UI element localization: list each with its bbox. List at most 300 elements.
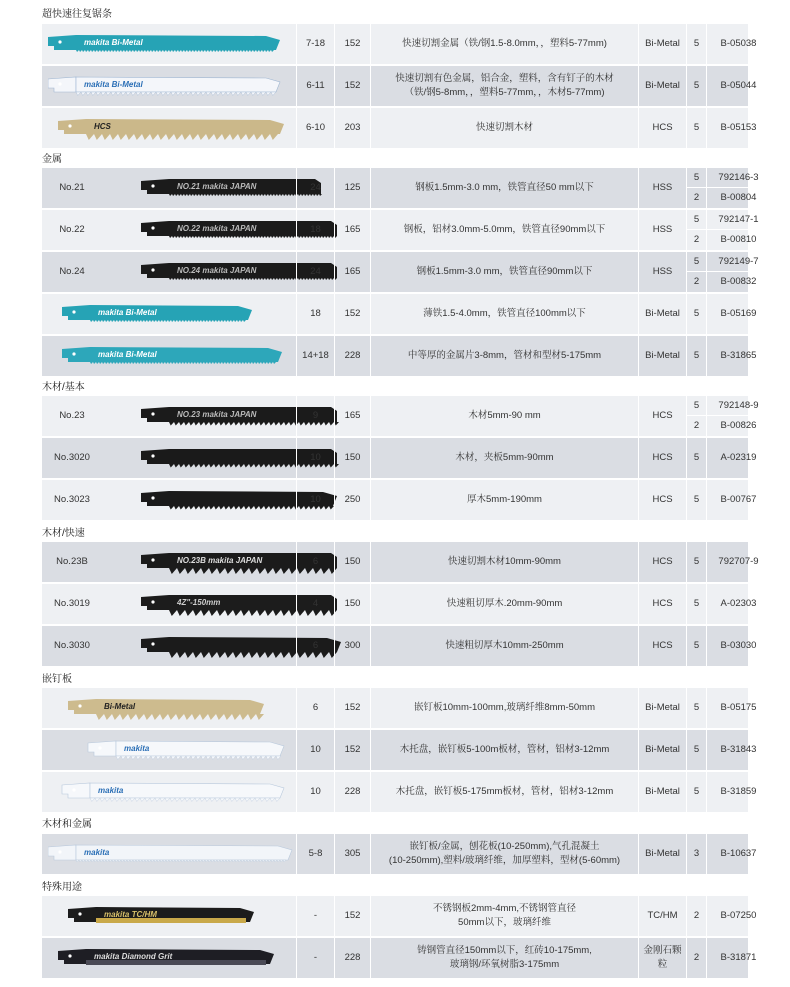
material-cell-text: Bi-Metal: [645, 38, 680, 49]
material-cell-text: HSS: [652, 224, 673, 235]
length-cell-text: 165: [344, 410, 361, 421]
product-code: B-31865: [720, 350, 757, 361]
description-cell: [370, 108, 638, 148]
length-cell: [334, 24, 370, 64]
saw-blade-image: [48, 836, 298, 872]
blade-shank: [88, 741, 116, 756]
tpi-cell-text: 10: [310, 452, 321, 463]
length-cell-text: 300: [344, 640, 361, 651]
code-cell: [706, 772, 770, 812]
quantity-value: 5: [693, 640, 700, 651]
material-cell-text: HCS: [652, 410, 673, 421]
quantity-value: 5: [693, 556, 700, 567]
blade-cell: [42, 772, 296, 812]
length-cell-text: 203: [344, 122, 361, 133]
material-cell: [638, 480, 686, 520]
blade-cell: [42, 24, 296, 64]
blade-hole: [72, 310, 75, 313]
description-cell: [370, 626, 638, 666]
blade-body: [86, 119, 284, 134]
quantity-cell: [686, 24, 706, 64]
table-row: [42, 252, 759, 292]
blade-print-label: makita: [84, 848, 110, 857]
description-cell-text: 快速切割木材10mm-90mm: [448, 556, 561, 567]
quantity-cell: [686, 834, 706, 874]
blade-teeth: [76, 50, 274, 52]
quantity-cell: [686, 168, 706, 208]
table-row: [42, 336, 757, 376]
quantity-value: 2: [693, 276, 700, 287]
quantity-value: 2: [693, 420, 700, 431]
code-cell: [706, 626, 770, 666]
tpi-cell: [296, 66, 334, 106]
quantity-cell: [686, 252, 706, 292]
product-code: B-00826: [720, 420, 757, 431]
quantity-cell: [686, 438, 706, 478]
description-cell: [370, 168, 638, 208]
material-cell: [638, 834, 686, 874]
material-cell-text: HSS: [652, 266, 673, 277]
description-cell: [370, 688, 638, 728]
blade-hole: [151, 496, 154, 499]
length-cell-text: 152: [344, 308, 361, 319]
product-code: B-10637: [720, 848, 757, 859]
blade-cell: [42, 542, 296, 582]
code-cell: [706, 480, 770, 520]
blade-print-label: makita Bi-Metal: [98, 308, 157, 317]
material-cell: [638, 938, 686, 978]
blade-shank: [62, 305, 90, 320]
quantity-value: 5: [693, 598, 700, 609]
blade-hole: [68, 954, 71, 957]
table-row: [42, 438, 757, 478]
code-cell: [706, 396, 770, 436]
quantity-cell: [686, 294, 706, 334]
blade-cell: [42, 584, 296, 624]
quantity-value: 5: [687, 168, 706, 188]
length-cell: [334, 834, 370, 874]
section-title-metal: 金属: [42, 154, 62, 165]
blade-print-label: NO.21 makita JAPAN: [177, 182, 257, 191]
description-cell-text: 木托盘，嵌钉板5-175mm板材，管材，铝材3-12mm: [395, 786, 614, 797]
product-code: B-31843: [720, 744, 757, 755]
length-cell: [334, 626, 370, 666]
tpi-cell-text: 6: [312, 556, 319, 567]
blade-cell: [42, 294, 296, 334]
blade-hole: [151, 642, 154, 645]
code-cell: [706, 294, 770, 334]
quantity-cell: [686, 108, 706, 148]
length-cell: [334, 252, 370, 292]
product-code: 792149-7: [707, 252, 770, 272]
description-cell: [370, 210, 638, 250]
tpi-cell: [296, 584, 334, 624]
saw-blade-image: [48, 110, 298, 146]
blade-shank: [48, 35, 76, 50]
blade-cell: [42, 396, 296, 436]
description-cell-text: 嵌钉板/金属，刨花板(10-250mm),气孔混凝土 (10-250mm),塑料/玻璃纤维，加厚塑料，型材(5-60mm): [388, 841, 621, 866]
tpi-cell: [296, 438, 334, 478]
product-code: B-00767: [720, 494, 757, 505]
tpi-cell-text: 18: [310, 308, 321, 319]
table-row: [42, 688, 757, 728]
material-cell: [638, 168, 686, 208]
table-row: [42, 294, 757, 334]
tpi-cell-text: 24: [310, 182, 321, 193]
blade-teeth: [116, 756, 281, 760]
product-code: 792147-1: [707, 210, 770, 230]
tpi-cell: [296, 294, 334, 334]
code-cell: [706, 834, 770, 874]
product-code: A-02303: [720, 598, 757, 609]
product-code: A-02319: [720, 452, 757, 463]
quantity-value: 5: [693, 786, 700, 797]
blade-shank: [48, 77, 76, 92]
description-cell-text: 钢板1.5mm-3.0 mm，铁管直径90mm以下: [416, 266, 593, 277]
table-row: [42, 24, 757, 64]
table-row: [42, 730, 757, 770]
quantity-cell: [686, 584, 706, 624]
material-cell-text: HCS: [652, 452, 673, 463]
product-code: B-00832: [720, 276, 757, 287]
quantity-value: 2: [693, 192, 700, 203]
description-cell: [370, 730, 638, 770]
description-cell-text: 木托盘，嵌钉板5-100m板材，管材，铝材3-12mm: [399, 744, 610, 755]
tpi-cell: [296, 480, 334, 520]
description-cell-text: 钢板，铝材3.0mm-5.0mm，铁管直径90mm以下: [403, 224, 606, 235]
blade-shank: [141, 553, 169, 568]
quantity-value: 5: [693, 350, 700, 361]
blade-hole: [58, 850, 61, 853]
blade-cell: [42, 896, 296, 936]
tpi-cell: [296, 626, 334, 666]
material-cell-text: Bi-Metal: [645, 80, 680, 91]
code-cell: [706, 252, 770, 292]
saw-blade-image: [48, 690, 298, 726]
code-cell: [706, 584, 770, 624]
blade-shank: [141, 449, 169, 464]
quantity-value: 5: [687, 210, 706, 230]
table-row: [42, 66, 757, 106]
description-cell: [370, 480, 638, 520]
length-cell: [334, 688, 370, 728]
quantity-cell: [686, 896, 706, 936]
length-cell: [334, 108, 370, 148]
model-number: No.3023: [54, 494, 90, 505]
quantity-cell: [686, 542, 706, 582]
description-cell: [370, 542, 638, 582]
tpi-cell: [296, 210, 334, 250]
length-cell-text: 152: [344, 38, 361, 49]
material-cell-text: HSS: [652, 182, 673, 193]
product-code: B-07250: [720, 910, 757, 921]
material-cell-text: 金刚石颗粒: [643, 945, 682, 970]
blade-print-label: NO.24 makita JAPAN: [177, 266, 257, 275]
description-cell-text: 快速粗切厚木10mm-250mm: [445, 640, 564, 651]
quantity-value: 5: [693, 744, 700, 755]
length-cell: [334, 542, 370, 582]
saw-blade-image: [48, 26, 298, 62]
blade-cell: [42, 66, 296, 106]
length-cell-text: 228: [344, 786, 361, 797]
table-row: [42, 108, 757, 148]
tpi-cell-text: 14+18: [302, 350, 329, 361]
table-row: [42, 772, 757, 812]
table-row: [42, 480, 757, 520]
material-cell: [638, 584, 686, 624]
blade-cell: [42, 480, 296, 520]
quantity-value: 5: [687, 252, 706, 272]
material-cell: [638, 396, 686, 436]
material-cell-text: HCS: [652, 598, 673, 609]
code-cell: [706, 108, 770, 148]
length-cell: [334, 480, 370, 520]
model-number: No.3030: [54, 640, 90, 651]
quantity-cell: [686, 772, 706, 812]
quantity-value: 5: [687, 396, 706, 416]
code-cell: [706, 210, 770, 250]
length-cell-text: 150: [344, 556, 361, 567]
tpi-cell: [296, 24, 334, 64]
description-cell-text: 钢板1.5mm-3.0 mm，铁管直径50 mm以下: [415, 182, 594, 193]
length-cell: [334, 584, 370, 624]
description-cell-text: 快速切割有色金属，铝合金，塑料，含有钉子的木材 （铁/钢5-8mm，，塑料5-77mm，，木材5-77mm): [395, 73, 614, 98]
blade-teeth: [86, 134, 278, 140]
tpi-cell: [296, 938, 334, 978]
quantity-cell: [686, 480, 706, 520]
material-cell: [638, 438, 686, 478]
blade-print-label: NO.23 makita JAPAN: [177, 410, 257, 419]
blade-shank: [48, 845, 76, 860]
description-cell-text: 木材5mm-90 mm: [468, 410, 541, 421]
tpi-cell-text: 6: [312, 702, 319, 713]
blade-shank: [68, 907, 96, 922]
blade-hole: [78, 912, 81, 915]
blade-hole: [78, 704, 81, 707]
material-cell-text: HCS: [652, 494, 673, 505]
blade-hole: [151, 268, 154, 271]
blade-cell: [42, 210, 296, 250]
quantity-value: 2: [693, 234, 700, 245]
blade-hole: [151, 454, 154, 457]
description-cell-text: 快速切割木材: [475, 122, 533, 133]
quantity-value: 2: [693, 952, 700, 963]
length-cell: [334, 896, 370, 936]
blade-shank: [62, 783, 90, 798]
blade-cell: [42, 252, 296, 292]
blade-hole: [151, 412, 154, 415]
product-code: B-00804: [720, 192, 757, 203]
tpi-cell-text: 6: [312, 640, 319, 651]
blade-shank: [141, 491, 169, 506]
blade-shank: [141, 595, 169, 610]
product-code: B-05169: [720, 308, 757, 319]
material-cell: [638, 24, 686, 64]
saw-blade-image: [48, 338, 298, 374]
product-code: 792148-9: [707, 396, 770, 416]
blade-hole: [58, 40, 61, 43]
description-cell: [370, 438, 638, 478]
blade-teeth: [76, 860, 286, 862]
product-code: 792146-3: [707, 168, 770, 188]
material-cell: [638, 66, 686, 106]
code-cell: [706, 938, 770, 978]
blade-teeth: [90, 362, 276, 364]
material-cell: [638, 108, 686, 148]
tpi-cell-text: 18: [310, 224, 321, 235]
blade-cell: [42, 336, 296, 376]
material-cell: [638, 252, 686, 292]
product-code: 792707-9: [718, 556, 759, 567]
length-cell: [334, 210, 370, 250]
description-cell: [370, 252, 638, 292]
description-cell: [370, 896, 638, 936]
description-cell-text: 不锈钢板2mm-4mm,不锈钢管直径 50mm以下，玻璃纤维: [432, 903, 577, 928]
blade-print-label: NO.22 makita JAPAN: [177, 224, 257, 233]
blade-hole: [68, 124, 71, 127]
blade-shank: [141, 407, 169, 422]
description-cell-text: 厚木5mm-190mm: [467, 494, 542, 505]
length-cell-text: 152: [344, 702, 361, 713]
length-cell-text: 150: [344, 452, 361, 463]
blade-hole: [151, 600, 154, 603]
blade-cell: [42, 730, 296, 770]
saw-blade-image: [48, 296, 298, 332]
blade-cell: [42, 438, 296, 478]
length-cell-text: 228: [344, 350, 361, 361]
length-cell: [334, 438, 370, 478]
description-cell: [370, 772, 638, 812]
material-cell-text: HCS: [652, 640, 673, 651]
material-cell-text: Bi-Metal: [645, 744, 680, 755]
tpi-cell-text: 10: [310, 786, 321, 797]
length-cell-text: 228: [344, 952, 361, 963]
material-cell: [638, 626, 686, 666]
blade-print-label: Bi-Metal: [104, 702, 136, 711]
model-number: No.3019: [54, 598, 90, 609]
product-code: B-31871: [720, 952, 757, 963]
blade-hole: [72, 352, 75, 355]
tpi-cell: [296, 730, 334, 770]
blade-teeth: [90, 320, 246, 322]
description-cell: [370, 396, 638, 436]
blade-teeth: [76, 92, 276, 96]
blade-hole: [151, 184, 154, 187]
length-cell: [334, 168, 370, 208]
section-title-nail-wood: 嵌钉板: [42, 674, 72, 685]
quantity-value: 5: [693, 80, 700, 91]
length-cell-text: 250: [344, 494, 361, 505]
table-row: [42, 210, 759, 250]
quantity-cell: [686, 336, 706, 376]
description-cell-text: 铸钢管直径150mm以下，红砖10-175mm, 玻璃钢/环氧树脂3-175mm: [417, 945, 592, 970]
length-cell-text: 152: [344, 744, 361, 755]
quantity-cell: [686, 210, 706, 250]
tpi-cell: [296, 336, 334, 376]
model-number: No.23B: [56, 556, 88, 567]
blade-teeth: [96, 714, 264, 720]
material-cell: [638, 294, 686, 334]
code-cell: [706, 542, 770, 582]
saw-blade-image: [48, 898, 298, 934]
quantity-cell: [686, 730, 706, 770]
code-cell: [706, 438, 770, 478]
tpi-cell-text: 6-10: [305, 122, 325, 133]
section-title-wood-basic: 木材/基本: [42, 382, 85, 393]
tpi-cell-text: 6-11: [306, 80, 325, 91]
blade-print-label: makita Bi-Metal: [84, 38, 143, 47]
table-row: [42, 626, 757, 666]
material-cell: [638, 336, 686, 376]
tpi-cell: [296, 396, 334, 436]
quantity-value: 5: [693, 494, 700, 505]
model-number: No.23: [59, 410, 85, 421]
description-cell-text: 木材，夹板5mm-90mm: [455, 452, 554, 463]
blade-print-label: NO.23B makita JAPAN: [177, 556, 263, 565]
section-title-fast: 超快速往复锯条: [42, 9, 112, 20]
tpi-cell: [296, 688, 334, 728]
blade-print-label: 4Z"-150mm: [177, 598, 221, 607]
code-cell: [706, 730, 770, 770]
blade-shank: [58, 119, 86, 134]
length-cell-text: 165: [344, 266, 361, 277]
blade-teeth: [90, 798, 280, 802]
table-row: [42, 896, 757, 936]
blade-cell: [42, 834, 296, 874]
blade-hole: [58, 82, 61, 85]
blade-print-label: makita: [124, 744, 150, 753]
quantity-value: 5: [693, 308, 700, 319]
description-cell: [370, 294, 638, 334]
tpi-cell: [296, 896, 334, 936]
length-cell: [334, 294, 370, 334]
material-cell-text: Bi-Metal: [645, 786, 680, 797]
section-title-wood-metal: 木材和金属: [42, 819, 92, 830]
material-cell-text: Bi-Metal: [645, 702, 680, 713]
blade-cell: [42, 938, 296, 978]
tpi-cell: [296, 108, 334, 148]
blade-print-label: makita Bi-Metal: [84, 80, 143, 89]
product-code: B-05153: [720, 122, 757, 133]
length-cell-text: 305: [344, 848, 361, 859]
quantity-value: 5: [693, 452, 700, 463]
section-title-wood-fast: 木材/快速: [42, 528, 85, 539]
quantity-cell: [686, 66, 706, 106]
saw-blade-image: [48, 68, 298, 104]
material-cell: [638, 896, 686, 936]
material-cell: [638, 542, 686, 582]
blade-shank: [141, 221, 169, 236]
blade-hole: [72, 788, 75, 791]
description-cell-text: 快速粗切厚木.20mm-90mm: [446, 598, 563, 609]
blade-shank: [58, 949, 86, 964]
model-number: No.3020: [54, 452, 90, 463]
table-row: [42, 938, 757, 978]
product-code: B-05175: [720, 702, 757, 713]
length-cell-text: 125: [344, 182, 361, 193]
model-number: No.22: [59, 224, 85, 235]
description-cell: [370, 834, 638, 874]
tpi-cell-text: 24: [310, 266, 321, 277]
blade-hole: [151, 558, 154, 561]
tpi-cell: [296, 834, 334, 874]
blade-cell: [42, 688, 296, 728]
tpi-cell-text: -: [313, 910, 318, 921]
material-cell-text: HCS: [652, 556, 673, 567]
code-cell: [706, 688, 770, 728]
table-row: [42, 396, 759, 436]
length-cell: [334, 938, 370, 978]
